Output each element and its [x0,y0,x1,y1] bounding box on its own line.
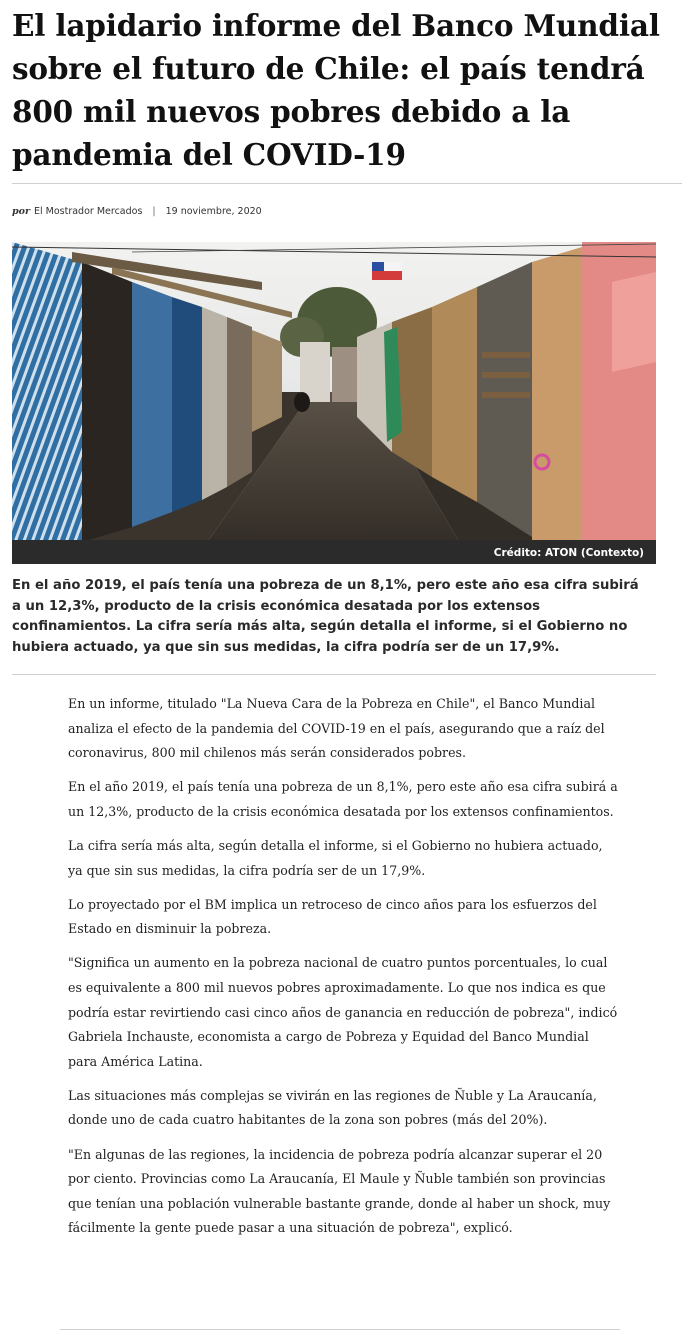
shantytown-alley-illustration [12,242,656,564]
body-paragraph: La cifra sería más alta, según detalla el informe, si el Gobierno no hubiera actuado, ya que sin sus medidas, la cifra podría ser de un 17,9%. [68,837,603,878]
body-paragraph: En un informe, titulado "La Nueva Cara de la Pobreza en Chile", el Banco Mundial analiza el efecto de la pandemia del COVID-19 en el país, asegurando que a raíz del coronavirus, 800 mil chilenos más serán considerados pobres. [68,696,605,761]
article-photo [12,242,656,564]
body-paragraph: "Significa un aumento en la pobreza nacional de cuatro puntos porcentuales, lo cual es equivalente a 800 mil nuevos pobres aproximadamente. Lo que nos indica es que podría estar revirtiendo casi cinco años de ganancia en reducción de pobreza", indicó Gabriela Inchauste, economista a cargo de Pobreza y Equidad del Banco Mundial para América Latina. [68,955,618,1069]
body-end-divider [60,1329,620,1330]
body-paragraph: Lo proyectado por el BM implica un retroceso de cinco años para los esfuerzos del Estado en disminuir la pobreza. [68,896,597,937]
article-lead: En el año 2019, el país tenía una pobreza de un 8,1%, pero este año esa cifra subirá a un 12,3%, producto de la crisis económica desatada por los extensos confinamientos. La cifra sería más alta, según detalla el informe, si el Gobierno no hubiera actuado, ya que sin sus medidas, la cifra podría ser de un 17,9%. [12,578,639,656]
headline-divider [12,183,682,184]
byline [12,206,262,217]
lead-divider [12,674,656,675]
body-paragraph: "En algunas de las regiones, la incidencia de pobreza podría alcanzar superar el 20 por ciento. Provincias como La Araucanía, El Maule y Ñuble también son provincias que tenían una población vulnerable bastante grande, donde al haber un shock, muy fácilmente la gente puede pasar a una situación de pobreza", explicó. [68,1146,611,1236]
article-headline: El lapidario informe del Banco Mundial sobre el futuro de Chile: el país tendrá 800 mil nuevos pobres debido a la pandemia del COVID-19 [12,8,660,172]
photo-credit: Crédito: ATON (Contexto) [493,547,644,559]
byline-date: 19 noviembre, 2020 [165,206,262,217]
body-paragraph: Las situaciones más complejas se vivirán en las regiones de Ñuble y La Araucanía, donde uno de cada cuatro habitantes de la zona son pobres (más del 20%). [68,1087,597,1128]
byline-author[interactable]: El Mostrador Mercados [33,206,143,217]
article-body [68,692,620,1250]
photo-credit-bar [12,540,656,564]
byline-prefix: por [12,206,30,217]
body-paragraph: En el año 2019, el país tenía una pobreza de un 8,1%, pero este año esa cifra subirá a un 12,3%, producto de la crisis económica desatada por los extensos confinamientos. [68,779,618,819]
byline-separator: | [152,206,156,217]
